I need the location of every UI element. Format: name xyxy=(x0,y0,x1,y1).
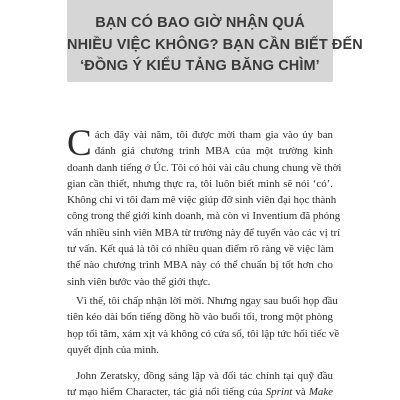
chapter-heading-line-3: ‘ĐỒNG Ý KIỂU TẢNG BĂNG CHÌM’ xyxy=(80,58,320,74)
text-line: tiên kéo dài bốn tiếng đồng hồ vào buổi tối, trong một phòng xyxy=(67,311,333,324)
text-line: quyết định của mình. xyxy=(67,343,159,356)
chapter-heading-line-2: NHIỀU VIỆC KHÔNG? BẠN CẦN BIẾT ĐẾN xyxy=(67,37,363,53)
chapter-heading-box xyxy=(67,0,363,82)
text-line: thế nào chương trình MBA này có thể chuẩn bị tốt hơn cho xyxy=(67,259,333,272)
text-line: gian cần thiết, nhưng thực ra, tôi luôn biết mình sẽ nói ‘có’. xyxy=(67,177,333,190)
text-line: ách đây vài năm, tôi được mời tham gia vào ủy ban xyxy=(94,129,333,141)
text-line: Không chỉ vì tôi đam mê việc giúp đỡ sinh viên đại học thành xyxy=(67,194,337,207)
text-line: đánh giá chương trình MBA của một trường kinh xyxy=(94,145,333,158)
paragraph-2 xyxy=(67,293,340,358)
text-line: John Zeratsky, đồng sáng lập và đối tác chính tại quỹ đầu xyxy=(76,370,333,382)
text-line: sinh viên bước vào thế giới thực. xyxy=(67,275,211,288)
text-line: tư vấn. Kết quả là tôi có nhiều quan điểm rõ ràng về việc làm xyxy=(67,243,334,256)
paragraph-3 xyxy=(67,368,333,400)
book-title-sprint: Sprint xyxy=(265,386,293,399)
text-line-with-titles xyxy=(67,384,333,400)
text-line: vấn nhiều sinh viên MBA từ trường này để tuyển vào các vị trí xyxy=(67,226,341,239)
chapter-heading-line-1: BẠN CÓ BAO GIỜ NHẬN QUÁ xyxy=(95,15,305,31)
text-fragment: và xyxy=(292,386,309,399)
paragraph-1 xyxy=(67,123,342,290)
text-line: doanh danh tiếng ở Úc. Tôi có hỏi vài câu chung chung về thời xyxy=(67,161,342,174)
text-line: công trong thế giới kinh doanh, mà còn vì Inventium đã phỏng xyxy=(67,210,341,223)
text-fragment: tư mạo hiểm Character, tác giả nổi tiếng của xyxy=(67,386,266,399)
book-title-make: Make xyxy=(308,386,333,399)
drop-cap: C xyxy=(67,123,92,164)
text-line: họp tối tăm, xám xịt và không có cửa sổ, tôi lập tức hối tiếc về xyxy=(67,327,340,340)
text-line: Vì thế, tôi chấp nhận lời mời. Nhưng ngay sau buổi họp đầu xyxy=(76,295,338,307)
